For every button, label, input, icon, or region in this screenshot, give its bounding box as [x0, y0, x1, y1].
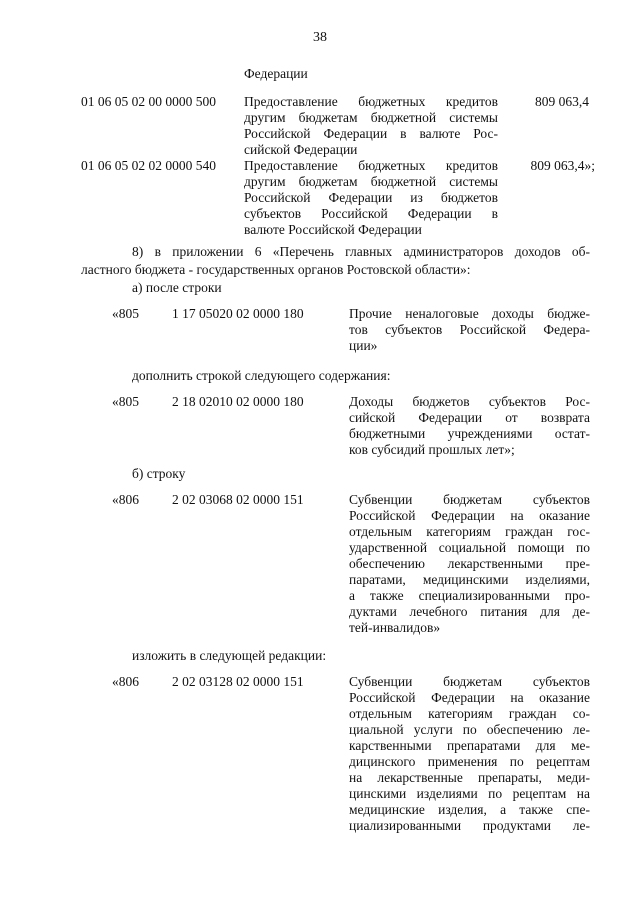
subitem-a: а) после строки — [132, 280, 222, 295]
item-8-line1 — [132, 244, 590, 260]
description-line: дицинского применения по рецептам — [349, 754, 590, 769]
description-line: Прочие неналоговые доходы бюдже- — [349, 306, 590, 321]
admin-code: «805 — [112, 394, 139, 409]
supplement-text: дополнить строкой следующего содержания: — [132, 368, 391, 383]
budget-code: 01 06 05 02 02 0000 540 — [81, 158, 216, 173]
item-8-line2: ластного бюджета - государственных органов Ростовской области»: — [81, 262, 471, 277]
revenue-code: 2 02 03128 02 0000 151 — [172, 674, 304, 689]
description-line: Доходы бюджетов субъектов Рос- — [349, 394, 590, 409]
amount: 809 063,4»; — [530, 158, 595, 173]
admin-code: «805 — [112, 306, 139, 321]
description-line: паратами, медицинскими изделиями, — [349, 572, 590, 587]
description-line: другим бюджетам бюджетной системы — [244, 174, 498, 189]
description-line: Российской Федерации на оказание — [349, 508, 590, 523]
description-line: а также специализированными про- — [349, 588, 590, 603]
revenue-code: 2 18 02010 02 0000 180 — [172, 394, 304, 409]
description-line: отдельным категориям граждан гос- — [349, 524, 590, 539]
description-line: ков субсидий прошлых лет»; — [349, 442, 515, 457]
description-line: карственными препаратами для ме- — [349, 738, 590, 753]
row-description — [244, 94, 498, 158]
description-line: циализированными продуктами ле- — [349, 818, 590, 833]
description-line: тей-инвалидов» — [349, 620, 441, 635]
description-line: обеспечению лекарственными пре- — [349, 556, 590, 571]
description-line: Российской Федерации в валюте Рос- — [244, 126, 498, 141]
description-line: Субвенции бюджетам субъектов — [349, 674, 590, 689]
description-line: тов субъектов Российской Федера- — [349, 322, 590, 337]
restate-text: изложить в следующей редакции: — [132, 648, 327, 663]
paragraph-line: 8) в приложении 6 «Перечень главных администраторов доходов об- — [132, 244, 590, 259]
description-line: субъектов Российской Федерации в — [244, 206, 498, 221]
description-line: Российской Федерации из бюджетов — [244, 190, 498, 205]
description-line: дуктами лечебного питания для де- — [349, 604, 590, 619]
page-number: 38 — [313, 30, 327, 45]
entry-description — [349, 394, 590, 458]
entry-description — [349, 306, 590, 354]
description-line: Субвенции бюджетам субъектов — [349, 492, 590, 507]
description-line: цинскими изделиями по рецептам на — [349, 786, 590, 801]
description-line: на лекарственные препараты, меди- — [349, 770, 590, 785]
continuation-text: Федерации — [244, 66, 308, 81]
description-line: бюджетными учреждениями остат- — [349, 426, 590, 441]
row-description — [244, 158, 498, 238]
description-line: Российской Федерации на оказание — [349, 690, 590, 705]
entry-description — [349, 674, 590, 834]
description-line: отдельным категориям граждан со- — [349, 706, 590, 721]
description-line: ударственной социальной помощи по — [349, 540, 590, 555]
description-line: циальной услуги по обеспечению ле- — [349, 722, 590, 737]
description-line: другим бюджетам бюджетной системы — [244, 110, 498, 125]
description-line: сийской Федерации — [244, 142, 358, 157]
subitem-b: б) строку — [132, 466, 186, 481]
description-line: медицинские изделия, а также спе- — [349, 802, 590, 817]
description-line: Предоставление бюджетных кредитов — [244, 94, 498, 109]
entry-description — [349, 492, 590, 636]
revenue-code: 1 17 05020 02 0000 180 — [172, 306, 304, 321]
budget-code: 01 06 05 02 00 0000 500 — [81, 94, 216, 109]
description-line: сийской Федерации от возврата — [349, 410, 590, 425]
description-line: валюте Российской Федерации — [244, 222, 422, 237]
admin-code: «806 — [112, 492, 139, 507]
description-line: ции» — [349, 338, 378, 353]
revenue-code: 2 02 03068 02 0000 151 — [172, 492, 304, 507]
description-line: Предоставление бюджетных кредитов — [244, 158, 498, 173]
amount: 809 063,4 — [535, 94, 589, 109]
admin-code: «806 — [112, 674, 139, 689]
